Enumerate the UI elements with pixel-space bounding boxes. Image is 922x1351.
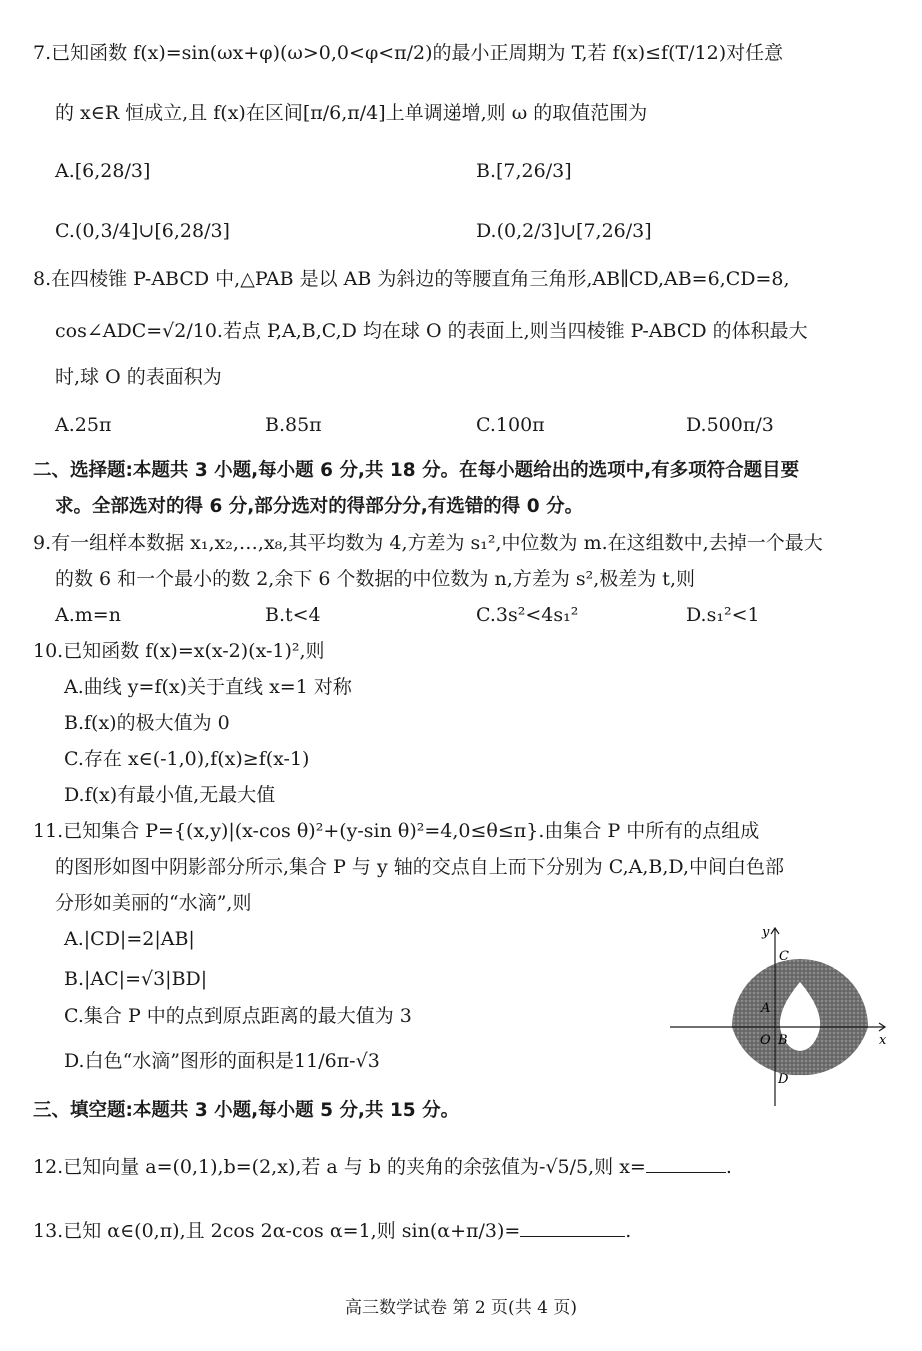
q10-option-b: B.f(x)的极大值为 0 [64, 712, 230, 734]
q11-option-d: D.白色“水滴”图形的面积是11/6π-√3 [64, 1050, 380, 1072]
q10-option-c: C.存在 x∈(-1,0),f(x)≥f(x-1) [64, 748, 310, 770]
q8-line3: 时,球 O 的表面积为 [55, 366, 222, 388]
q11-option-a: A.|CD|=2|AB| [64, 928, 195, 950]
q11-line3: 分形如美丽的“水滴”,则 [55, 892, 252, 914]
point-a-label: A [761, 1001, 771, 1016]
q9-option-d: D.s₁²<1 [686, 604, 760, 626]
q9-option-b: B.t<4 [265, 604, 321, 626]
q11-option-b: B.|AC|=√3|BD| [64, 968, 208, 990]
water-drop-svg [665, 920, 895, 1110]
section2-heading: 二、选择题:本题共 3 小题,每小题 6 分,共 18 分。在每小题给出的选项中,有多项符合题目要 [33, 460, 800, 481]
q10-option-a: A.曲线 y=f(x)关于直线 x=1 对称 [64, 676, 352, 698]
q12-end: . [725, 1156, 732, 1178]
q11-line2: 的图形如图中阴影部分所示,集合 P 与 y 轴的交点自上而下分别为 C,A,B,D,中间白色部 [55, 856, 785, 878]
q12-answer-blank[interactable] [646, 1172, 726, 1173]
q9-option-c: C.3s²<4s₁² [476, 604, 579, 626]
q13-text: 13.已知 α∈(0,π),且 2cos 2α-cos α=1,则 sin(α+π/3)= [33, 1220, 521, 1242]
q13-answer-blank[interactable] [520, 1236, 625, 1237]
q8-option-c: C.100π [476, 414, 545, 436]
q8-option-a: A.25π [55, 414, 112, 436]
point-b-label: B [778, 1033, 788, 1048]
q8-option-b: B.85π [265, 414, 322, 436]
x-axis-label: x [879, 1033, 887, 1048]
q9-line1: 9.有一组样本数据 x₁,x₂,…,x₈,其平均数为 4,方差为 s₁²,中位数为 m.在这组数中,去掉一个最大 [33, 532, 823, 554]
q7-option-c: C.(0,3/4]∪[6,28/3] [55, 220, 230, 242]
q7-option-d: D.(0,2/3]∪[7,26/3] [476, 220, 652, 242]
q8-line1: 8.在四棱锥 P-ABCD 中,△PAB 是以 AB 为斜边的等腰直角三角形,AB∥CD,AB=6,CD=8, [33, 268, 790, 290]
q12-text: 12.已知向量 a=(0,1),b=(2,x),若 a 与 b 的夹角的余弦值为-√5/5,则 x= [33, 1156, 646, 1178]
section2-heading-cont: 求。全部选对的得 6 分,部分选对的得部分分,有选错的得 0 分。 [55, 496, 584, 517]
origin-label: O [760, 1033, 771, 1048]
q9-option-a: A.m=n [55, 604, 121, 626]
point-d-label: D [778, 1072, 789, 1087]
q12-line [33, 1156, 732, 1179]
q13-end: . [625, 1220, 632, 1242]
point-c-label: C [779, 949, 789, 964]
shaded-region [732, 959, 868, 1075]
q7-option-a: A.[6,28/3] [55, 160, 151, 182]
q13-line [33, 1220, 631, 1243]
page-footer: 高三数学试卷 第 2 页(共 4 页) [345, 1298, 577, 1318]
section3-heading: 三、填空题:本题共 3 小题,每小题 5 分,共 15 分。 [33, 1100, 460, 1121]
q11-line1: 11.已知集合 P={(x,y)|(x-cos θ)²+(y-sin θ)²=4,0≤θ≤π}.由集合 P 中所有的点组成 [33, 820, 760, 842]
q7-option-b: B.[7,26/3] [476, 160, 572, 182]
q8-option-d: D.500π/3 [686, 414, 774, 436]
q7-line2: 的 x∈R 恒成立,且 f(x)在区间[π/6,π/4]上单调递增,则 ω 的取值范围为 [55, 102, 648, 124]
water-drop-figure [665, 920, 895, 1110]
q9-line2: 的数 6 和一个最小的数 2,余下 6 个数据的中位数为 n,方差为 s²,极差为 t,则 [55, 568, 695, 590]
q8-line2: cos∠ADC=√2/10.若点 P,A,B,C,D 均在球 O 的表面上,则当四棱锥 P-ABCD 的体积最大 [55, 320, 808, 342]
q10-line1: 10.已知函数 f(x)=x(x-2)(x-1)²,则 [33, 640, 325, 662]
q7-line1: 7.已知函数 f(x)=sin(ωx+φ)(ω>0,0<φ<π/2)的最小正周期为 T,若 f(x)≤f(T/12)对任意 [33, 42, 784, 64]
y-axis-label: y [762, 925, 770, 940]
q10-option-d: D.f(x)有最小值,无最大值 [64, 784, 276, 806]
q11-option-c: C.集合 P 中的点到原点距离的最大值为 3 [64, 1005, 412, 1027]
